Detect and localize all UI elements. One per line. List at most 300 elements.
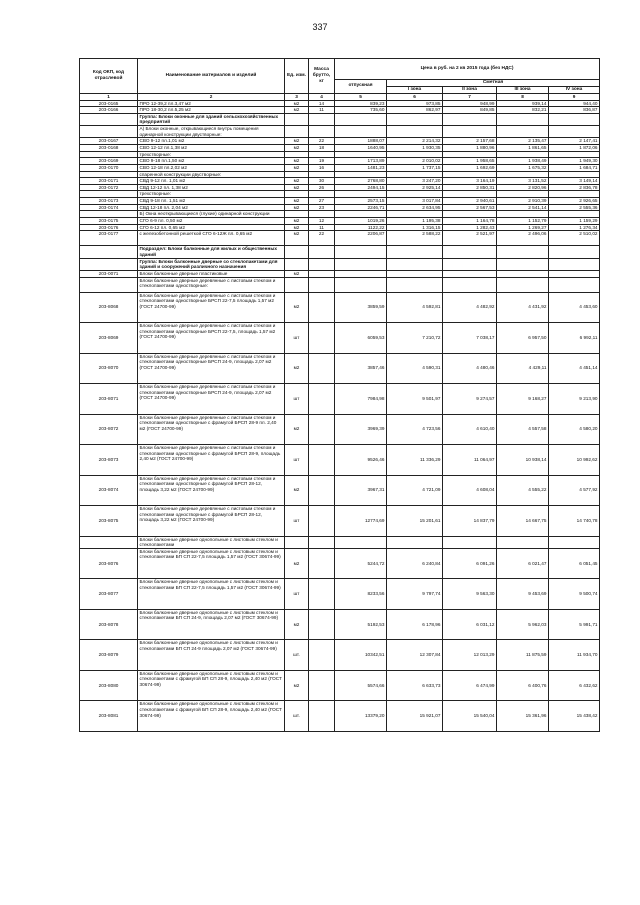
material-name: Б) Окна неоткрывающиеся (глухие) одинарной конструкции bbox=[138, 211, 285, 218]
gross-mass bbox=[309, 353, 335, 384]
gross-mass bbox=[309, 171, 335, 178]
gross-mass: 22 bbox=[309, 138, 335, 145]
gross-mass bbox=[309, 292, 335, 323]
zone-1-price bbox=[387, 171, 443, 178]
material-name: СВД 9-18 пл. 1,51 м2 bbox=[138, 198, 285, 205]
release-price: 9526,46 bbox=[335, 445, 387, 476]
zone-4-price bbox=[549, 113, 600, 125]
unit-of-measure: м2 bbox=[285, 231, 309, 246]
zone-2-price bbox=[443, 211, 497, 218]
zone-3-price bbox=[497, 277, 549, 292]
unit-of-measure: шт. bbox=[285, 640, 309, 671]
release-price bbox=[335, 258, 387, 270]
zone-4-price: 6 992,11 bbox=[549, 323, 600, 354]
zone-2-price: 6 091,26 bbox=[443, 548, 497, 579]
material-name: Блоки балконные дверные деревянные с листовым стеклом и стеклопакетами одностворные с фрамугой БРСП 28-12, площадь 3,22 м2 (ГОСТ 24700-99) bbox=[138, 475, 285, 506]
gross-mass bbox=[309, 323, 335, 354]
page-number: 337 bbox=[312, 22, 328, 32]
zone-2-price: 2 157,68 bbox=[443, 138, 497, 145]
material-name: Блоки балконные дверные деревянные с листовым стеклом и стеклопакетами одностворные БРСП 24-9, площадь 2,07 м2 (ГОСТ 24700-99) bbox=[138, 353, 285, 384]
gross-mass bbox=[309, 414, 335, 445]
gross-mass bbox=[309, 258, 335, 270]
material-name: Блоки балконные дверные деревянные с листовым стеклом и стеклопакетами одностворные с фрамугой БРСП 28-9 пл. 2,40 м2 (ГОСТ 24700-99) bbox=[138, 414, 285, 445]
zone-1-price: 1 316,15 bbox=[387, 224, 443, 231]
gross-mass: 30 bbox=[309, 178, 335, 185]
product-code: 203-8075 bbox=[80, 506, 138, 537]
zone-3-price: 4 431,92 bbox=[497, 292, 549, 323]
zone-1-price: 1 930,35 bbox=[387, 144, 443, 151]
release-price: 3967,31 bbox=[335, 475, 387, 506]
header-zone-1: I зона bbox=[387, 86, 443, 93]
product-code: 203-0170 bbox=[80, 164, 138, 171]
release-price bbox=[335, 277, 387, 292]
zone-2-price: 2 850,31 bbox=[443, 184, 497, 191]
header-name: Наименование материалов и изделий bbox=[138, 59, 285, 94]
column-number: 1 bbox=[80, 93, 138, 100]
zone-4-price: 11 934,70 bbox=[549, 640, 600, 671]
unit-of-measure: м2 bbox=[285, 414, 309, 445]
column-number: 4 bbox=[309, 93, 335, 100]
zone-1-price: 2 010,02 bbox=[387, 158, 443, 165]
column-number-row bbox=[80, 93, 600, 100]
table-row bbox=[80, 548, 600, 579]
release-price bbox=[335, 246, 387, 258]
table-row bbox=[80, 701, 600, 732]
table-row bbox=[80, 640, 600, 671]
table-row bbox=[80, 113, 600, 125]
release-price: 2246,71 bbox=[335, 204, 387, 211]
material-name: Блоки балконные дверные деревянные с листовым стеклом и стеклопакетами одностворные: bbox=[138, 277, 285, 292]
release-price: 10342,51 bbox=[335, 640, 387, 671]
zone-4-price: 1 949,30 bbox=[549, 158, 600, 165]
release-price: 3969,39 bbox=[335, 414, 387, 445]
zone-4-price: 1 684,71 bbox=[549, 164, 600, 171]
unit-of-measure: м2 bbox=[285, 164, 309, 171]
zone-2-price: 849,85 bbox=[443, 107, 497, 114]
material-name: ПРО 18-30,2 пл.5,25 м2 bbox=[138, 107, 285, 114]
product-code: 203-8068 bbox=[80, 292, 138, 323]
header-code: Код ОКП, код отраслевой bbox=[80, 59, 138, 94]
material-name: Блоки балконные дверные деревянные с листовым стеклом и стеклопакетами одностворные с фрамугой БРСП 28-12, площадь 3,22 м2 (ГОСТ 24700-99) bbox=[138, 506, 285, 537]
zone-3-price: 9 168,27 bbox=[497, 384, 549, 415]
release-price bbox=[335, 270, 387, 277]
table-row bbox=[80, 353, 600, 384]
material-name: трехстворные: bbox=[138, 151, 285, 158]
material-name: Блоки балконные дверные однопольные с листовым стеклом и стеклопакетами БП СП 24-9, площадь 2,07 м2 (ГОСТ 30674-99) bbox=[138, 609, 285, 640]
zone-4-price: 836,87 bbox=[549, 107, 600, 114]
unit-of-measure: шт bbox=[285, 579, 309, 610]
material-name: трехстворные: bbox=[138, 191, 285, 198]
zone-2-price: 7 038,17 bbox=[443, 323, 497, 354]
material-name: СВО 9-12 пл.1,01 м2 bbox=[138, 138, 285, 145]
gross-mass bbox=[309, 640, 335, 671]
product-code bbox=[80, 246, 138, 258]
zone-3-price bbox=[497, 258, 549, 270]
product-code: 203-8080 bbox=[80, 670, 138, 701]
zone-3-price bbox=[497, 113, 549, 125]
zone-3-price: 1 269,27 bbox=[497, 224, 549, 231]
unit-of-measure: м2 bbox=[285, 138, 309, 145]
table-row bbox=[80, 218, 600, 225]
table-row bbox=[80, 579, 600, 610]
zone-1-price bbox=[387, 536, 443, 548]
product-code: 203-0166 bbox=[80, 107, 138, 114]
gross-mass bbox=[309, 211, 335, 218]
zone-2-price: 4 480,46 bbox=[443, 353, 497, 384]
gross-mass bbox=[309, 270, 335, 277]
table-row bbox=[80, 107, 600, 114]
zone-3-price: 1 861,65 bbox=[497, 144, 549, 151]
unit-of-measure: м2 bbox=[285, 184, 309, 191]
unit-of-measure bbox=[285, 246, 309, 258]
zone-2-price: 2 940,61 bbox=[443, 198, 497, 205]
zone-3-price bbox=[497, 126, 549, 138]
release-price bbox=[335, 126, 387, 138]
material-name: Блоки балконные дверные однопольные с листовым стеклом и стеклопакетами bbox=[138, 536, 285, 548]
product-code bbox=[80, 113, 138, 125]
unit-of-measure bbox=[285, 211, 309, 218]
material-name: Блоки балконные дверные деревянные с листовым стеклом и стеклопакетами одностворные БРСП 24-9, площадь 2,07 м2 (ГОСТ 24700-99) bbox=[138, 384, 285, 415]
release-price: 2206,87 bbox=[335, 231, 387, 246]
zone-3-price bbox=[497, 536, 549, 548]
column-number: 3 bbox=[285, 93, 309, 100]
table-row bbox=[80, 277, 600, 292]
header-release-price: отпускная bbox=[335, 80, 387, 94]
zone-1-price: 15 201,61 bbox=[387, 506, 443, 537]
gross-mass bbox=[309, 246, 335, 258]
zone-3-price bbox=[497, 151, 549, 158]
zone-4-price bbox=[549, 536, 600, 548]
zone-4-price: 4 577,92 bbox=[549, 475, 600, 506]
material-name: СГО 6-12 пл. 0,65 м2 bbox=[138, 224, 285, 231]
product-code bbox=[80, 211, 138, 218]
zone-1-price: 7 210,72 bbox=[387, 323, 443, 354]
zone-4-price: 15 438,42 bbox=[549, 701, 600, 732]
unit-of-measure: шт bbox=[285, 445, 309, 476]
zone-2-price bbox=[443, 536, 497, 548]
unit-of-measure bbox=[285, 258, 309, 270]
zone-1-price: 3 247,20 bbox=[387, 178, 443, 185]
zone-3-price: 2 910,39 bbox=[497, 198, 549, 205]
zone-2-price: 1 880,96 bbox=[443, 144, 497, 151]
gross-mass bbox=[309, 536, 335, 548]
product-code: 203-8069 bbox=[80, 323, 138, 354]
gross-mass: 14 bbox=[309, 100, 335, 107]
zone-4-price: 4 580,20 bbox=[549, 414, 600, 445]
product-code: 203-0071 bbox=[80, 270, 138, 277]
zone-1-price bbox=[387, 270, 443, 277]
product-code: 203-8077 bbox=[80, 579, 138, 610]
zone-4-price: 10 992,62 bbox=[549, 445, 600, 476]
material-name: Группа: Блоки балконные дверные со стеклопакетами для зданий и сооружений различного назначения bbox=[138, 258, 285, 270]
zone-2-price bbox=[443, 151, 497, 158]
table-row bbox=[80, 178, 600, 185]
zone-1-price bbox=[387, 126, 443, 138]
material-name: СВД 12-12 пл. 1,38 м2 bbox=[138, 184, 285, 191]
unit-of-measure bbox=[285, 277, 309, 292]
zone-2-price bbox=[443, 277, 497, 292]
zone-2-price: 948,99 bbox=[443, 100, 497, 107]
zone-3-price bbox=[497, 211, 549, 218]
zone-4-price: 944,40 bbox=[549, 100, 600, 107]
release-price: 1122,22 bbox=[335, 224, 387, 231]
zone-1-price: 2 214,32 bbox=[387, 138, 443, 145]
zone-3-price: 6 400,76 bbox=[497, 670, 549, 701]
zone-1-price: 4 723,56 bbox=[387, 414, 443, 445]
unit-of-measure: м2 bbox=[285, 178, 309, 185]
zone-3-price bbox=[497, 171, 549, 178]
header-mass: Масса брутто, кг bbox=[309, 59, 335, 94]
gross-mass bbox=[309, 384, 335, 415]
unit-of-measure: м2 bbox=[285, 224, 309, 231]
zone-3-price: 14 667,75 bbox=[497, 506, 549, 537]
zone-4-price: 4 453,60 bbox=[549, 292, 600, 323]
table-row bbox=[80, 270, 600, 277]
unit-of-measure: м2 bbox=[285, 548, 309, 579]
header-price-title: Цена в руб. на 2 кв 2015 года (без НДС) bbox=[335, 59, 600, 80]
material-name: Блоки балконные дверные однопольные с листовым стеклом и стеклопакетами с фрамугой БП СП 28-9, площадь 2,40 м2 (ГОСТ 30674-99) bbox=[138, 701, 285, 732]
table-row bbox=[80, 184, 600, 191]
table-row bbox=[80, 100, 600, 107]
release-price: 5574,66 bbox=[335, 670, 387, 701]
release-price: 2573,15 bbox=[335, 198, 387, 205]
zone-2-price: 4 608,04 bbox=[443, 475, 497, 506]
gross-mass bbox=[309, 191, 335, 198]
gross-mass bbox=[309, 609, 335, 640]
zone-4-price: 14 740,78 bbox=[549, 506, 600, 537]
table-row bbox=[80, 204, 600, 211]
zone-4-price bbox=[549, 126, 600, 138]
zone-4-price bbox=[549, 246, 600, 258]
table-row bbox=[80, 445, 600, 476]
release-price: 1713,89 bbox=[335, 158, 387, 165]
zone-2-price: 2 521,97 bbox=[443, 231, 497, 246]
table-row bbox=[80, 670, 600, 701]
unit-of-measure bbox=[285, 151, 309, 158]
table-row bbox=[80, 231, 600, 246]
zone-3-price: 939,14 bbox=[497, 100, 549, 107]
product-code bbox=[80, 258, 138, 270]
release-price: 2494,15 bbox=[335, 184, 387, 191]
zone-1-price: 973,85 bbox=[387, 100, 443, 107]
table-row bbox=[80, 609, 600, 640]
zone-1-price: 2 634,95 bbox=[387, 204, 443, 211]
unit-of-measure: м2 bbox=[285, 144, 309, 151]
zone-2-price: 1 164,78 bbox=[443, 218, 497, 225]
zone-1-price: 6 178,96 bbox=[387, 609, 443, 640]
product-code: 203-0176 bbox=[80, 224, 138, 231]
material-name: СГО 6-9 пл. 0,50 м2 bbox=[138, 218, 285, 225]
product-code: 203-8078 bbox=[80, 609, 138, 640]
zone-2-price: 4 482,92 bbox=[443, 292, 497, 323]
column-number: 7 bbox=[443, 93, 497, 100]
unit-of-measure bbox=[285, 113, 309, 125]
zone-2-price: 11 064,97 bbox=[443, 445, 497, 476]
gross-mass bbox=[309, 113, 335, 125]
zone-3-price: 2 496,06 bbox=[497, 231, 549, 246]
gross-mass: 11 bbox=[309, 107, 335, 114]
zone-2-price: 9 563,30 bbox=[443, 579, 497, 610]
zone-4-price: 2 926,65 bbox=[549, 198, 600, 205]
zone-1-price: 6 240,84 bbox=[387, 548, 443, 579]
zone-2-price: 2 567,53 bbox=[443, 204, 497, 211]
unit-of-measure: м2 bbox=[285, 100, 309, 107]
gross-mass bbox=[309, 277, 335, 292]
release-price: 735,60 bbox=[335, 107, 387, 114]
zone-1-price bbox=[387, 277, 443, 292]
material-name: Блоки балконные дверные однопольные с листовым стеклом и стеклопакетами БП СП 22-7,5 площадь 1,57 м2 (ГОСТ 30674-99) bbox=[138, 548, 285, 579]
header-zone-2: II зона bbox=[443, 86, 497, 93]
column-number: 6 bbox=[387, 93, 443, 100]
table-row bbox=[80, 292, 600, 323]
product-code: 203-0177 bbox=[80, 231, 138, 246]
zone-2-price: 1 692,69 bbox=[443, 164, 497, 171]
gross-mass: 23 bbox=[309, 204, 335, 211]
zone-1-price: 9 797,74 bbox=[387, 579, 443, 610]
unit-of-measure: шт. bbox=[285, 701, 309, 732]
zone-2-price bbox=[443, 171, 497, 178]
table-row bbox=[80, 138, 600, 145]
table-row bbox=[80, 414, 600, 445]
gross-mass bbox=[309, 445, 335, 476]
product-code: 203-8081 bbox=[80, 701, 138, 732]
zone-2-price: 1 958,65 bbox=[443, 158, 497, 165]
zone-4-price: 2 555,36 bbox=[549, 204, 600, 211]
product-code bbox=[80, 277, 138, 292]
zone-1-price: 9 501,97 bbox=[387, 384, 443, 415]
zone-2-price: 6 031,12 bbox=[443, 609, 497, 640]
unit-of-measure: м2 bbox=[285, 204, 309, 211]
zone-4-price bbox=[549, 270, 600, 277]
zone-2-price bbox=[443, 270, 497, 277]
zone-1-price bbox=[387, 113, 443, 125]
table-row bbox=[80, 506, 600, 537]
unit-of-measure: м2 bbox=[285, 670, 309, 701]
zone-1-price bbox=[387, 191, 443, 198]
release-price bbox=[335, 211, 387, 218]
zone-1-price: 4 592,81 bbox=[387, 292, 443, 323]
release-price: 8233,56 bbox=[335, 579, 387, 610]
table-row bbox=[80, 171, 600, 178]
product-code: 203-0169 bbox=[80, 158, 138, 165]
zone-2-price: 1 282,43 bbox=[443, 224, 497, 231]
zone-2-price bbox=[443, 113, 497, 125]
zone-3-price bbox=[497, 191, 549, 198]
gross-mass: 12 bbox=[309, 218, 335, 225]
zone-2-price: 3 164,19 bbox=[443, 178, 497, 185]
release-price: 1640,95 bbox=[335, 144, 387, 151]
product-code: 203-8071 bbox=[80, 384, 138, 415]
table-row bbox=[80, 475, 600, 506]
material-name: СВД 12-18 пл. 2,04 м2 bbox=[138, 204, 285, 211]
table-row bbox=[80, 246, 600, 258]
unit-of-measure: м2 bbox=[285, 158, 309, 165]
material-name: СВО 12-12 пл.1,38 м2 bbox=[138, 144, 285, 151]
zone-4-price bbox=[549, 191, 600, 198]
gross-mass: 26 bbox=[309, 184, 335, 191]
zone-1-price: 4 721,09 bbox=[387, 475, 443, 506]
gross-mass: 16 bbox=[309, 164, 335, 171]
zone-3-price: 6 957,50 bbox=[497, 323, 549, 354]
zone-2-price bbox=[443, 258, 497, 270]
table-row bbox=[80, 323, 600, 354]
product-code: 203-8079 bbox=[80, 640, 138, 671]
unit-of-measure: м2 bbox=[285, 353, 309, 384]
unit-of-measure: м2 bbox=[285, 198, 309, 205]
gross-mass bbox=[309, 670, 335, 701]
material-name: Блоки балконные дверные деревянные с листовым стеклом и стеклопакетами одностворные БРСП 22-7,5 площадь 1,57 м2 (ГОСТ 24700-99) bbox=[138, 292, 285, 323]
gross-mass: 22 bbox=[309, 231, 335, 246]
gross-mass: 19 bbox=[309, 158, 335, 165]
zone-1-price: 15 921,07 bbox=[387, 701, 443, 732]
material-name: А) Блоки оконные, открывающиеся внутрь помещения одинарной конструкции двустворные: bbox=[138, 126, 285, 138]
product-code bbox=[80, 536, 138, 548]
zone-4-price: 6 432,62 bbox=[549, 670, 600, 701]
material-name: Блоки балконные дверные деревянные с листовым стеклом и стеклопакетами одностворные с фрамугой БРСП 28-9, площадь 2,40 м2 (ГОСТ 24700-99) bbox=[138, 445, 285, 476]
zone-3-price: 3 131,52 bbox=[497, 178, 549, 185]
zone-3-price: 4 429,11 bbox=[497, 353, 549, 384]
zone-2-price: 9 274,57 bbox=[443, 384, 497, 415]
zone-3-price: 11 875,59 bbox=[497, 640, 549, 671]
price-table bbox=[79, 58, 600, 732]
zone-1-price: 862,97 bbox=[387, 107, 443, 114]
product-code bbox=[80, 171, 138, 178]
gross-mass bbox=[309, 475, 335, 506]
zone-2-price: 15 540,04 bbox=[443, 701, 497, 732]
product-code: 203-0171 bbox=[80, 178, 138, 185]
unit-of-measure: м2 bbox=[285, 609, 309, 640]
gross-mass: 11 bbox=[309, 224, 335, 231]
zone-4-price: 1 159,29 bbox=[549, 218, 600, 225]
table-row bbox=[80, 126, 600, 138]
release-price: 5244,72 bbox=[335, 548, 387, 579]
zone-2-price: 4 610,40 bbox=[443, 414, 497, 445]
zone-1-price: 4 590,31 bbox=[387, 353, 443, 384]
release-price bbox=[335, 536, 387, 548]
zone-4-price: 4 451,14 bbox=[549, 353, 600, 384]
zone-1-price: 2 588,22 bbox=[387, 231, 443, 246]
release-price: 1481,23 bbox=[335, 164, 387, 171]
product-code: 203-8073 bbox=[80, 445, 138, 476]
zone-1-price: 1 195,38 bbox=[387, 218, 443, 225]
gross-mass bbox=[309, 579, 335, 610]
zone-2-price bbox=[443, 246, 497, 258]
table-row bbox=[80, 258, 600, 270]
zone-2-price bbox=[443, 191, 497, 198]
product-code: 203-0175 bbox=[80, 218, 138, 225]
material-name: спаренной конструкции двустворные: bbox=[138, 171, 285, 178]
release-price: 2768,80 bbox=[335, 178, 387, 185]
release-price bbox=[335, 191, 387, 198]
zone-4-price bbox=[549, 258, 600, 270]
column-number: 8 bbox=[497, 93, 549, 100]
header-zone-3: III зона bbox=[497, 86, 549, 93]
material-name: с железобетонной решеткой СГО 6-12Ж пл. 0,65 м2 bbox=[138, 231, 285, 246]
table-row bbox=[80, 536, 600, 548]
material-name: СВД 9-12 пл. 1,01 м2 bbox=[138, 178, 285, 185]
zone-3-price: 2 541,14 bbox=[497, 204, 549, 211]
zone-4-price: 2 147,41 bbox=[549, 138, 600, 145]
product-code bbox=[80, 191, 138, 198]
product-code: 203-0168 bbox=[80, 144, 138, 151]
zone-3-price: 1 675,32 bbox=[497, 164, 549, 171]
zone-4-price: 1 276,34 bbox=[549, 224, 600, 231]
unit-of-measure bbox=[285, 171, 309, 178]
release-price: 3859,59 bbox=[335, 292, 387, 323]
release-price bbox=[335, 151, 387, 158]
release-price: 1888,07 bbox=[335, 138, 387, 145]
product-code: 203-0172 bbox=[80, 184, 138, 191]
